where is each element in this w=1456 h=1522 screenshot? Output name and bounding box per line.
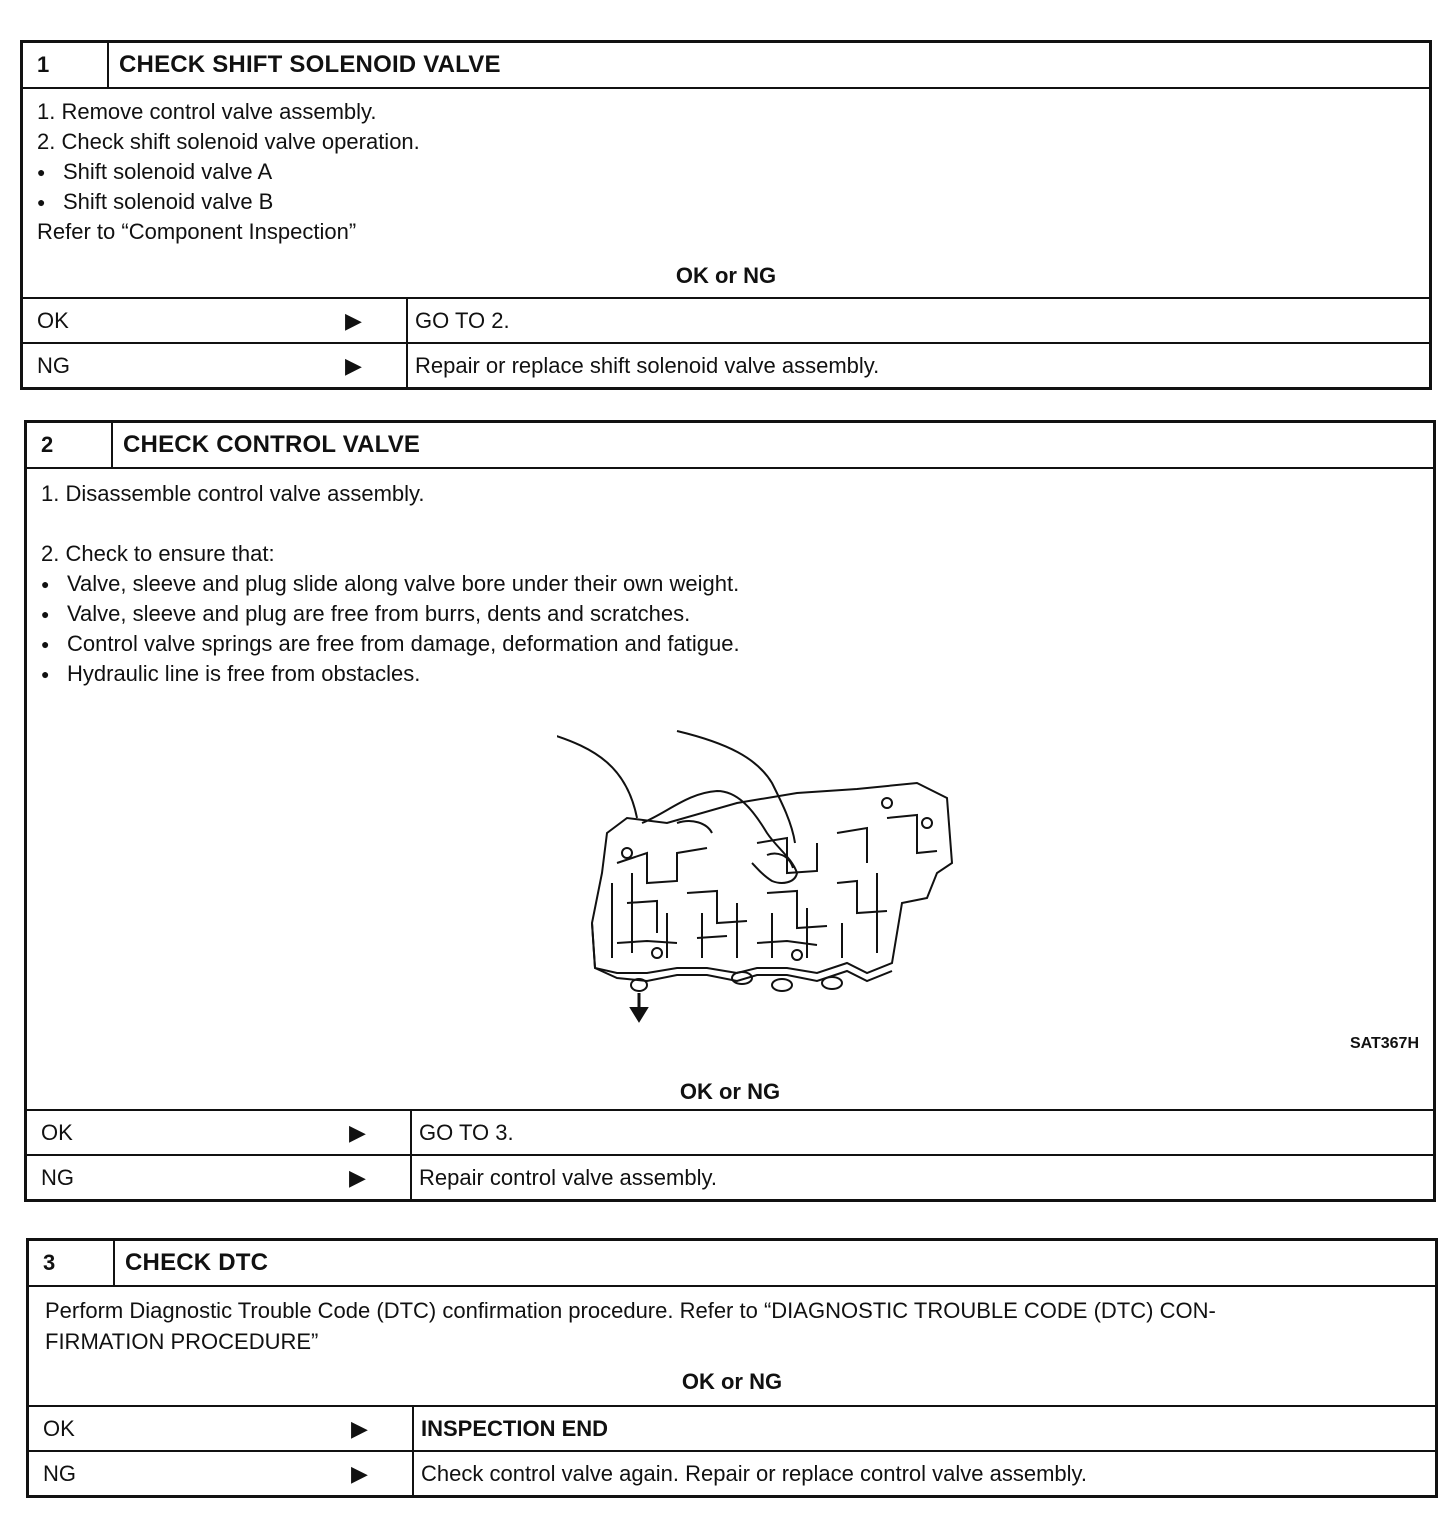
bullet-item: ● Control valve springs are free from damage, deformation and fatigue.: [41, 629, 740, 659]
ng-action: Repair control valve assembly.: [419, 1165, 717, 1190]
paragraph-line: FIRMATION PROCEDURE”: [45, 1329, 319, 1354]
bullet-item: ● Valve, sleeve and plug are free from burrs, dents and scratches.: [41, 599, 740, 629]
ng-row: [29, 1450, 1435, 1495]
ng-action: Repair or replace shift solenoid valve assembly.: [415, 353, 880, 378]
ng-label: NG: [41, 1165, 74, 1190]
step-header: [27, 423, 1433, 469]
ok-row: [27, 1111, 1433, 1154]
step-2-box: [24, 420, 1436, 1202]
step-paragraph: [45, 1295, 1405, 1357]
ok-row: [29, 1407, 1435, 1450]
step-instructions: [41, 479, 740, 689]
ng-action: Check control valve again. Repair or replace control valve assembly.: [421, 1461, 1088, 1486]
bullet-item: ● Shift solenoid valve A: [37, 157, 420, 187]
ok-or-ng-label: OK or NG: [679, 1079, 781, 1104]
ok-or-ng-label: OK or NG: [681, 1369, 783, 1394]
ok-row: [23, 299, 1429, 342]
step-1-box: [20, 40, 1432, 390]
step-header: [29, 1241, 1435, 1287]
step-instructions: [37, 97, 420, 247]
ok-action: GO TO 3.: [419, 1120, 514, 1145]
ok-or-ng-label: OK or NG: [675, 263, 777, 288]
bullet-item: ● Hydraulic line is free from obstacles.: [41, 659, 740, 689]
step-number: 1: [23, 43, 109, 87]
arrow-right-icon: ▶: [349, 1165, 366, 1190]
instruction-line: 1. Disassemble control valve assembly.: [41, 481, 425, 506]
ok-label: OK: [43, 1416, 75, 1441]
ok-action: GO TO 2.: [415, 308, 510, 333]
arrow-right-icon: ▶: [345, 308, 362, 333]
arrow-right-icon: ▶: [351, 1461, 368, 1486]
ng-row: [23, 342, 1429, 387]
instruction-line: 2. Check shift solenoid valve operation.: [37, 129, 420, 154]
step-number: 3: [29, 1241, 115, 1285]
arrow-right-icon: ▶: [345, 353, 362, 378]
ok-label: OK: [41, 1120, 73, 1145]
step-title: CHECK DTC: [125, 1249, 269, 1276]
step-title: CHECK SHIFT SOLENOID VALVE: [119, 51, 501, 78]
instruction-line: 2. Check to ensure that:: [41, 541, 275, 566]
step-header: [23, 43, 1429, 89]
arrow-right-icon: ▶: [349, 1120, 366, 1145]
bullet-item: ● Shift solenoid valve B: [37, 187, 420, 217]
result-rows: [29, 1405, 1435, 1495]
instruction-line: Refer to “Component Inspection”: [37, 219, 357, 244]
control-valve-illustration: [557, 723, 987, 1023]
paragraph-line: Perform Diagnostic Trouble Code (DTC) confirmation procedure. Refer to “DIAGNOSTIC TROUBLE CODE (DTC) CON-: [45, 1298, 1216, 1323]
ng-row: [27, 1154, 1433, 1199]
ok-label: OK: [37, 308, 69, 333]
step-3-box: [26, 1238, 1438, 1498]
ng-label: NG: [43, 1461, 76, 1486]
arrow-right-icon: ▶: [351, 1416, 368, 1441]
ok-action: INSPECTION END: [421, 1416, 609, 1441]
step-title: CHECK CONTROL VALVE: [123, 431, 421, 458]
step-number: 2: [27, 423, 113, 467]
result-rows: [23, 297, 1429, 387]
instruction-line: 1. Remove control valve assembly.: [37, 99, 377, 124]
bullet-item: ● Valve, sleeve and plug slide along valve bore under their own weight.: [41, 569, 740, 599]
result-rows: [27, 1109, 1433, 1199]
figure-caption: SAT367H: [1349, 1035, 1419, 1052]
ng-label: NG: [37, 353, 70, 378]
